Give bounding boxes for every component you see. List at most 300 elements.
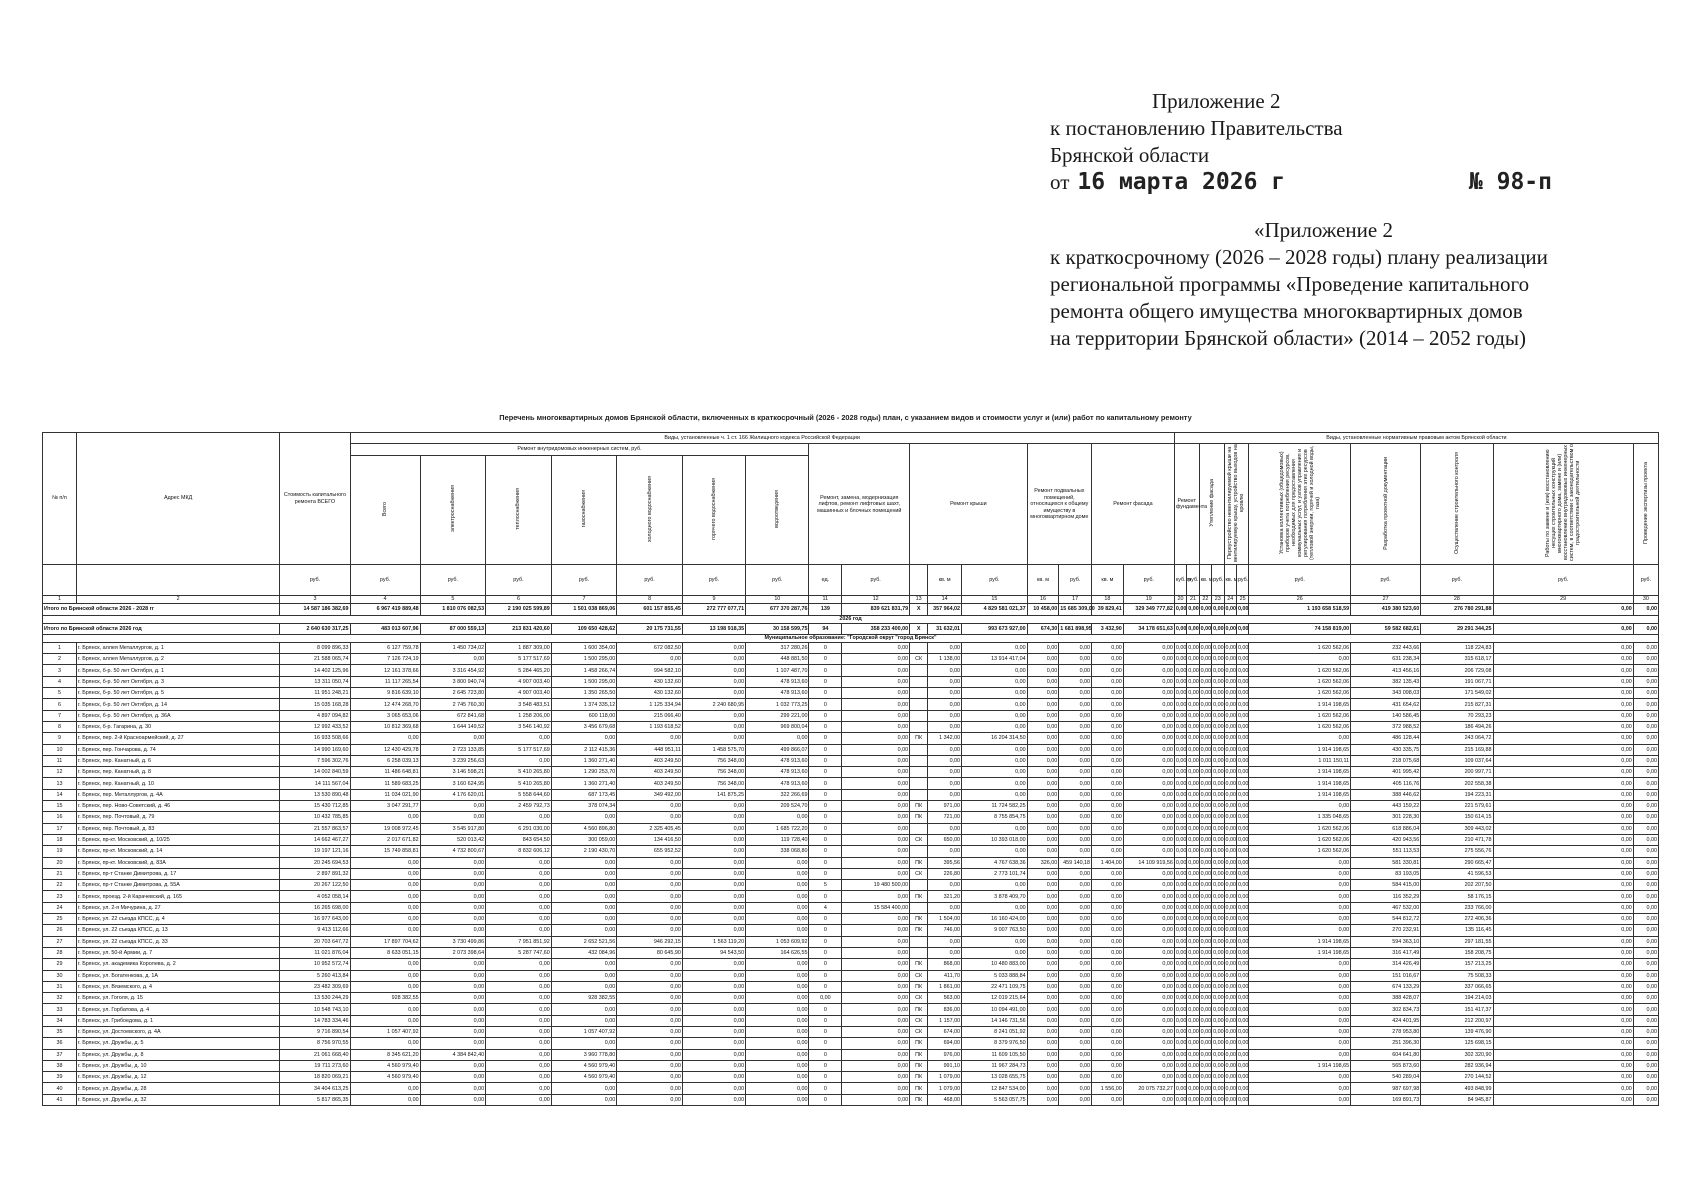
row-address: г. Брянск, ул. Гоголя, д. 15 [76, 993, 280, 1004]
row-value-cell: 0,00 [1187, 699, 1199, 710]
row-value-cell: 0,00 [1187, 1038, 1199, 1049]
row-number: 17 [43, 823, 77, 834]
totals-cell: 1 810 076 082,53 [420, 604, 486, 615]
row-value-cell: 2 017 671,82 [350, 834, 420, 845]
row-value-cell: 0,00 [420, 914, 486, 925]
row-value-cell: 10 432 785,85 [280, 812, 350, 823]
row-value-cell: 1 620 562,06 [1249, 710, 1351, 721]
row-value-cell: 388 446,62 [1351, 789, 1421, 800]
totals-cell: 94 [809, 623, 842, 634]
column-number-cell: 9 [682, 596, 745, 604]
row-value-cell: 75 508,33 [1421, 970, 1493, 981]
row-value-cell: 0,00 [1633, 902, 1658, 913]
row-value-cell: 0,00 [928, 688, 962, 699]
row-value-cell: 0,00 [928, 699, 962, 710]
row-value-cell: 0,00 [420, 891, 486, 902]
row-value-cell: 928 382,55 [551, 993, 617, 1004]
row-value-cell: 0,00 [842, 1026, 910, 1037]
column-number-cell: 15 [962, 596, 1028, 604]
row-value-cell [910, 846, 928, 857]
row-value-cell: 0,00 [928, 721, 962, 732]
row-value-cell: 0,00 [1187, 846, 1199, 857]
table-row [43, 902, 1659, 913]
row-value-cell: 3 239 256,63 [420, 755, 486, 766]
row-value-cell: 290 665,47 [1421, 857, 1493, 868]
appendix-date-line [1050, 169, 1610, 196]
row-value-cell: 0,00 [1493, 699, 1633, 710]
row-value-cell: 4 767 638,36 [962, 857, 1028, 868]
row-value-cell: 0,00 [1187, 880, 1199, 891]
row-value-cell: 0,00 [1199, 665, 1211, 676]
totals-cell: 213 831 420,60 [486, 623, 552, 634]
row-value-cell: 0,00 [617, 1060, 683, 1071]
row-value-cell: 0,00 [1187, 710, 1199, 721]
row-value-cell: 540 289,04 [1351, 1072, 1421, 1083]
row-value-cell: 1 914 198,65 [1249, 699, 1351, 710]
row-value-cell: 0,00 [350, 868, 420, 879]
table-row [43, 1038, 1659, 1049]
row-value-cell: 0,00 [928, 947, 962, 958]
row-value-cell: 0,00 [1092, 665, 1124, 676]
totals-label: Итого по Брянской области 2026 - 2028 гг [43, 604, 280, 615]
row-value-cell: 0,00 [1212, 857, 1224, 868]
table-row [43, 665, 1659, 676]
totals-cell: 39 829,41 [1092, 604, 1124, 615]
row-value-cell: 1 335 048,65 [1249, 812, 1351, 823]
row-value-cell: 0,00 [682, 925, 745, 936]
row-value-cell: 563,00 [928, 993, 962, 1004]
table-row [43, 959, 1659, 970]
row-value-cell: 0,00 [1174, 710, 1186, 721]
row-value-cell: 0,00 [1224, 936, 1236, 947]
row-value-cell: 0,00 [1059, 812, 1092, 823]
row-value-cell: 0,00 [1212, 947, 1224, 958]
column-number-cell: 23 [1212, 596, 1224, 604]
row-value-cell: 0,00 [617, 857, 683, 868]
row-number: 16 [43, 812, 77, 823]
totals-cell: 1 193 658 518,59 [1249, 604, 1351, 615]
row-value-cell: 0,00 [746, 959, 809, 970]
row-value-cell: 0,00 [1187, 1060, 1199, 1071]
row-number: 1 [43, 642, 77, 653]
row-value-cell: 0,00 [682, 1083, 745, 1094]
row-value-cell: 0,00 [1059, 654, 1092, 665]
row-value-cell: 0,00 [1199, 801, 1211, 812]
row-value-cell: 0,00 [842, 642, 910, 653]
row-value-cell: 0,00 [1236, 834, 1248, 845]
row-value-cell: 3 546 140,92 [486, 721, 552, 732]
totals-cell: X [910, 623, 928, 634]
row-value-cell: 3 316 454,92 [420, 665, 486, 676]
header-facade: Ремонт фасада [1092, 444, 1175, 565]
row-value-cell: 0,00 [1059, 981, 1092, 992]
row-value-cell: 0,00 [1059, 1026, 1092, 1037]
row-value-cell: 0,00 [551, 868, 617, 879]
row-value-cell: 0,00 [1249, 959, 1351, 970]
row-value-cell: 0,00 [1493, 880, 1633, 891]
row-value-cell: 221 579,61 [1421, 801, 1493, 812]
row-value-cell: 1 360 271,40 [551, 755, 617, 766]
row-value-cell: 0,00 [682, 834, 745, 845]
row-value-cell: 1 125 334,94 [617, 699, 683, 710]
row-value-cell: 10 812 369,68 [350, 721, 420, 732]
row-value-cell: 0,00 [1199, 755, 1211, 766]
row-value-cell: 0,00 [842, 744, 910, 755]
row-value-cell: 0,00 [842, 993, 910, 1004]
row-value-cell: 0,00 [1249, 925, 1351, 936]
row-number: 28 [43, 947, 77, 958]
row-value-cell: 0,00 [1187, 1049, 1199, 1060]
totals-cell: 419 380 523,60 [1351, 604, 1421, 615]
row-value-cell: 0,00 [486, 880, 552, 891]
row-value-cell: 0,00 [746, 1094, 809, 1105]
row-value-cell: 971,00 [928, 801, 962, 812]
row-value-cell: 0,00 [617, 880, 683, 891]
row-value-cell: 22 471 109,75 [962, 981, 1028, 992]
row-value-cell: 0,00 [1224, 654, 1236, 665]
row-value-cell: 0,00 [1059, 947, 1092, 958]
row-value-cell: 0,00 [928, 642, 962, 653]
row-value-cell: 0,00 [1123, 1004, 1174, 1015]
row-value-cell: 226,80 [928, 868, 962, 879]
row-value-cell: 0,00 [1123, 1072, 1174, 1083]
row-value-cell: 3 047 291,77 [350, 801, 420, 812]
row-value-cell: 478 913,60 [746, 778, 809, 789]
row-value-cell: 15 035 168,28 [280, 699, 350, 710]
row-value-cell: 1 620 562,06 [1249, 823, 1351, 834]
row-value-cell: 0,00 [1633, 676, 1658, 687]
row-value-cell: 0,00 [842, 1049, 910, 1060]
row-value-cell: 12 430 429,78 [350, 744, 420, 755]
row-value-cell: 270 144,52 [1421, 1072, 1493, 1083]
row-value-cell: 5 260 413,84 [280, 970, 350, 981]
row-value-cell: 4 176 620,01 [420, 789, 486, 800]
row-address: г. Брянск, пер. Почтовый, д. 79 [76, 812, 280, 823]
table-row [43, 1049, 1659, 1060]
column-number-cell: 25 [1236, 596, 1248, 604]
row-value-cell: 0,00 [962, 767, 1028, 778]
row-value-cell: ПК [910, 1038, 928, 1049]
row-value-cell: 0,00 [1199, 959, 1211, 970]
unit-cell: руб. [1249, 565, 1351, 596]
table-row [43, 914, 1659, 925]
header-basement: Ремонт подвальных помещений, относящихся к общему имуществу в многоквартирном доме [1027, 444, 1091, 565]
table-row [43, 925, 1659, 936]
row-value-cell: 0,00 [962, 688, 1028, 699]
row-value-cell: 0,00 [1224, 744, 1236, 755]
row-value-cell: 756 348,00 [682, 767, 745, 778]
row-value-cell: 21 557 863,57 [280, 823, 350, 834]
row-value-cell: 0,00 [1493, 1094, 1633, 1105]
header-works-text: Работы по замене и (или) восстановлению несущих строительных конструкций многоквартирного дома, замене и (или) восстановлению внутридомовых инженерных систем, в соответствии с законодательством о градостроительной деятельности [1545, 444, 1582, 562]
row-value-cell: 0,00 [1212, 767, 1224, 778]
row-value-cell: 0 [809, 699, 842, 710]
header-design-text: Разработка проектной документации [1382, 456, 1389, 550]
row-value-cell: 14 402 125,96 [280, 665, 350, 676]
column-number-cell: 22 [1199, 596, 1211, 604]
row-value-cell: 0,00 [842, 1094, 910, 1105]
row-value-cell: 0,00 [486, 812, 552, 823]
row-value-cell: 946 292,15 [617, 936, 683, 947]
row-value-cell: 0,00 [1027, 868, 1059, 879]
row-value-cell: 0,00 [682, 676, 745, 687]
row-value-cell: 0,00 [1224, 767, 1236, 778]
row-value-cell: 372 988,52 [1351, 721, 1421, 732]
row-value-cell: 0,00 [842, 846, 910, 857]
row-value-cell: ПК [910, 1094, 928, 1105]
header-lift: Ремонт, замена, модернизация лифтов, ремонт лифтовых шахт, машинных и блочных помещений [809, 444, 910, 565]
row-value-cell: 0,00 [486, 1004, 552, 1015]
row-value-cell: 2 325 405,45 [617, 823, 683, 834]
totals-row [43, 604, 1659, 615]
row-value-cell: 0,00 [1493, 688, 1633, 699]
row-value-cell: 448 881,50 [746, 654, 809, 665]
row-value-cell: 0,00 [617, 1094, 683, 1105]
row-number: 40 [43, 1083, 77, 1094]
row-value-cell: 0,00 [962, 676, 1028, 687]
row-value-cell: 0,00 [350, 981, 420, 992]
row-value-cell: 0,00 [1092, 688, 1124, 699]
row-value-cell: 0,00 [842, 868, 910, 879]
row-address: г. Брянск, пер. Канатный, д. 6 [76, 755, 280, 766]
appendix2-line3: региональной программы «Проведение капитального [1050, 272, 1530, 296]
row-value-cell: 0,00 [551, 733, 617, 744]
row-value-cell: 0,00 [1187, 665, 1199, 676]
row-value-cell [910, 721, 928, 732]
row-value-cell: 0,00 [682, 846, 745, 857]
row-value-cell: 0,00 [1224, 710, 1236, 721]
row-value-cell: 1 032 773,25 [746, 699, 809, 710]
row-value-cell: 14 146 731,56 [962, 1015, 1028, 1026]
row-value-cell: СК [910, 1015, 928, 1026]
table-row [43, 1060, 1659, 1071]
row-value-cell: 0,00 [928, 676, 962, 687]
unit-cell: руб. [682, 565, 745, 596]
row-value-cell: 4 384 842,40 [420, 1049, 486, 1060]
row-value-cell: 0,00 [1633, 1094, 1658, 1105]
row-number: 10 [43, 744, 77, 755]
row-value-cell: 0,00 [1174, 721, 1186, 732]
row-value-cell: 0 [809, 959, 842, 970]
row-value-cell: 0,00 [962, 936, 1028, 947]
row-value-cell: 0,00 [1092, 789, 1124, 800]
row-value-cell: 0,00 [1187, 676, 1199, 687]
row-value-cell: 0,00 [1236, 891, 1248, 902]
table-row [43, 857, 1659, 868]
row-value-cell: 0,00 [1092, 676, 1124, 687]
row-value-cell: 14 783 334,46 [280, 1015, 350, 1026]
row-value-cell: 0,00 [1224, 880, 1236, 891]
row-value-cell: 0,00 [1187, 733, 1199, 744]
totals-cell: 4 829 581 021,37 [962, 604, 1028, 615]
row-value-cell: 0,00 [1633, 880, 1658, 891]
row-value-cell: 0,00 [1123, 1026, 1174, 1037]
row-value-cell: 0,00 [682, 970, 745, 981]
row-value-cell: 0,00 [1059, 1038, 1092, 1049]
row-value-cell: 0,00 [350, 812, 420, 823]
row-value-cell: 0,00 [1174, 846, 1186, 857]
row-value-cell: 0,00 [1633, 801, 1658, 812]
row-number: 23 [43, 891, 77, 902]
row-value-cell: 0 [809, 801, 842, 812]
column-number-cell: 10 [746, 596, 809, 604]
row-value-cell: 0,00 [1633, 699, 1658, 710]
row-value-cell: 0,00 [1493, 654, 1633, 665]
row-value-cell: 0,00 [1027, 778, 1059, 789]
totals-cell: 276 780 291,88 [1421, 604, 1493, 615]
row-value-cell: 0,00 [1224, 642, 1236, 653]
row-value-cell: 1 887 309,00 [486, 642, 552, 653]
row-value-cell: 0,00 [962, 789, 1028, 800]
row-value-cell: 0,00 [1174, 914, 1186, 925]
row-number: 7 [43, 710, 77, 721]
row-value-cell: 0,00 [1493, 936, 1633, 947]
row-value-cell: 0,00 [1187, 868, 1199, 879]
row-value-cell: 0,00 [1174, 868, 1186, 879]
row-value-cell: 0,00 [1187, 642, 1199, 653]
row-value-cell: 0,00 [1187, 914, 1199, 925]
row-address: г. Брянск, пр-т Станке Димитрова, д. 17 [76, 868, 280, 879]
column-number-cell: 3 [280, 596, 350, 604]
row-value-cell: 0 [809, 642, 842, 653]
row-value-cell: 19 197 121,16 [280, 846, 350, 857]
row-value-cell: 0,00 [551, 1004, 617, 1015]
row-value-cell: 1 350 265,50 [551, 688, 617, 699]
row-value-cell: 0,00 [420, 1004, 486, 1015]
row-value-cell: 0,00 [1249, 1072, 1351, 1083]
totals-cell: 0,00 [1212, 604, 1224, 615]
header-systems-total [350, 455, 420, 565]
row-value-cell: 0,00 [1633, 710, 1658, 721]
row-value-cell: 212 200,97 [1421, 1015, 1493, 1026]
row-value-cell: 0,00 [1027, 880, 1059, 891]
row-value-cell: 5 284 465,20 [486, 665, 552, 676]
row-value-cell: 0,00 [1027, 891, 1059, 902]
row-address: г. Брянск, ул. Достоевского, д. 4А [76, 1026, 280, 1037]
row-value-cell: 0,00 [1187, 721, 1199, 732]
row-value-cell: 0,00 [1123, 801, 1174, 812]
row-value-cell: 0,00 [1187, 947, 1199, 958]
decree-number: № 98-п [1468, 169, 1552, 195]
row-address: г. Брянск, аллея Металлургов, д. 1 [76, 642, 280, 653]
row-value-cell: 0,00 [1633, 1038, 1658, 1049]
row-value-cell: 3 545 917,80 [420, 823, 486, 834]
row-value-cell: 0,00 [1059, 891, 1092, 902]
row-value-cell: 0,00 [682, 857, 745, 868]
row-value-cell: 0,00 [1236, 665, 1248, 676]
row-value-cell: 0,00 [1224, 1026, 1236, 1037]
row-value-cell: 1 258 206,00 [486, 710, 552, 721]
row-value-cell: 0,00 [1059, 970, 1092, 981]
row-value-cell: 314 426,49 [1351, 959, 1421, 970]
row-value-cell: 0,00 [1633, 721, 1658, 732]
row-value-cell: 0 [809, 744, 842, 755]
row-value-cell: 0,00 [1212, 1072, 1224, 1083]
header-design [1351, 444, 1421, 565]
row-value-cell: 0,00 [551, 1015, 617, 1026]
row-value-cell: 0,00 [1059, 959, 1092, 970]
row-value-cell: 0,00 [420, 733, 486, 744]
row-value-cell: 309 443,02 [1421, 823, 1493, 834]
row-value-cell: 493 848,99 [1421, 1083, 1493, 1094]
row-value-cell: 0,00 [1092, 993, 1124, 1004]
row-value-cell: 1 644 149,52 [420, 721, 486, 732]
row-value-cell: 0,00 [842, 925, 910, 936]
row-number: 26 [43, 925, 77, 936]
row-value-cell: 0,00 [1027, 902, 1059, 913]
row-value-cell: 0,00 [617, 902, 683, 913]
totals-label: Итого по Брянской области 2026 год [43, 623, 280, 634]
column-number-cell: 24 [1224, 596, 1236, 604]
row-value-cell: 5 287 747,60 [486, 947, 552, 958]
row-address: г. Брянск, пер. Гончарова, д. 74 [76, 744, 280, 755]
row-value-cell: 0,00 [1092, 914, 1124, 925]
row-value-cell: 0,00 [1027, 744, 1059, 755]
row-value-cell: 0,00 [1236, 880, 1248, 891]
row-value-cell: 0,00 [928, 767, 962, 778]
row-value-cell: 0,00 [350, 1038, 420, 1049]
totals-cell: 139 [809, 604, 842, 615]
row-value-cell: 0,00 [617, 1038, 683, 1049]
row-value-cell: 0,00 [617, 993, 683, 1004]
row-value-cell: 0 [809, 857, 842, 868]
row-value-cell: 0,00 [1187, 654, 1199, 665]
row-number: 29 [43, 959, 77, 970]
row-value-cell: 0,00 [1027, 981, 1059, 992]
header-hot-water [682, 455, 745, 565]
row-value-cell: 0,00 [1224, 857, 1236, 868]
row-value-cell: 4 560 979,40 [350, 1072, 420, 1083]
row-value-cell: 0,00 [1236, 1049, 1248, 1060]
row-value-cell: 0,00 [1212, 654, 1224, 665]
row-value-cell: 0,00 [420, 1026, 486, 1037]
row-value-cell: 0,00 [842, 914, 910, 925]
row-value-cell: 0,00 [962, 823, 1028, 834]
row-value-cell: 1 914 198,65 [1249, 778, 1351, 789]
row-value-cell: 0,00 [1633, 733, 1658, 744]
row-value-cell: 13 028 655,75 [962, 1072, 1028, 1083]
row-value-cell: 0,00 [842, 699, 910, 710]
row-value-cell: 0,00 [1092, 1060, 1124, 1071]
section-row [43, 615, 1659, 623]
row-value-cell: 0,00 [1027, 665, 1059, 676]
totals-cell: 0,00 [1633, 604, 1658, 615]
row-value-cell: 0,00 [1199, 789, 1211, 800]
row-value-cell: 0,00 [928, 710, 962, 721]
row-value-cell: 0,00 [1174, 925, 1186, 936]
row-value-cell: 0,00 [1493, 710, 1633, 721]
row-value-cell: 0,00 [486, 925, 552, 936]
row-value-cell: 0,00 [1123, 665, 1174, 676]
row-number: 24 [43, 902, 77, 913]
header-electric-text: электроснабжения [449, 485, 456, 533]
row-value-cell: 215 169,88 [1421, 744, 1493, 755]
row-value-cell: 1 914 198,65 [1249, 789, 1351, 800]
table-row [43, 801, 1659, 812]
row-value-cell: 4 897 094,82 [280, 710, 350, 721]
totals-cell: 357 964,02 [928, 604, 962, 615]
row-value-cell: 0,00 [928, 744, 962, 755]
row-value-cell: 0,00 [1123, 1049, 1174, 1060]
unit-cell: руб. [1633, 565, 1658, 596]
row-value-cell: 0,00 [1123, 789, 1174, 800]
row-value-cell: 0,00 [1493, 834, 1633, 845]
row-value-cell: 0,00 [682, 914, 745, 925]
row-value-cell: 0,00 [962, 947, 1028, 958]
row-value-cell: 1 360 271,40 [551, 778, 617, 789]
row-value-cell: 3 160 624,95 [420, 778, 486, 789]
row-value-cell: 1 620 562,06 [1249, 834, 1351, 845]
